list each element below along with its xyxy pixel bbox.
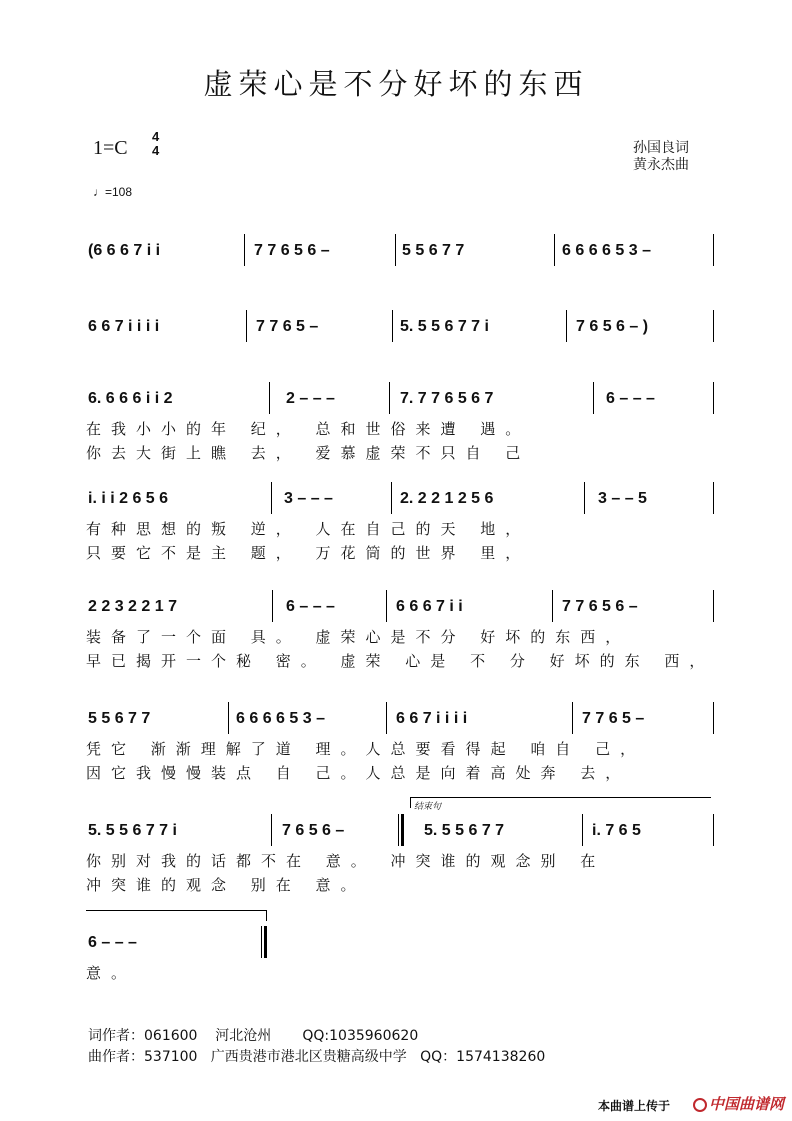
measure: 5. 5 5 6 7 7 — [424, 822, 505, 839]
barline — [713, 702, 714, 734]
barline — [244, 234, 245, 266]
barline — [389, 382, 390, 414]
score-system-7 — [86, 812, 716, 898]
measure: 6 6 6 6 5 3 – — [236, 710, 325, 727]
barline — [713, 234, 714, 266]
measure: 7 7 6 5 – — [582, 710, 645, 727]
lyric-line-1: 意。 — [86, 964, 137, 982]
barline — [391, 482, 392, 514]
measure: 5 5 6 7 7 — [88, 710, 151, 727]
barline — [272, 590, 273, 622]
lyric-line-1: 有种思想的叛 逆， 人在自己的天 地， — [86, 520, 531, 538]
lyric-line-2: 冲突谁的观念 别在 意。 — [86, 876, 366, 894]
measure: 2 2 3 2 2 1 7 — [88, 598, 177, 615]
measure: 7 7 6 5 6 – — [254, 242, 330, 259]
measure: 6 – – – — [88, 934, 137, 951]
barline — [713, 482, 714, 514]
score-system-4 — [86, 480, 716, 566]
score-system-5 — [86, 588, 716, 674]
site-logo[interactable] — [693, 1093, 784, 1114]
repeat-barline — [398, 814, 404, 846]
lyric-line-1: 在我小小的年 纪， 总和世俗来遭 遇。 — [86, 420, 531, 438]
score-system-2 — [86, 308, 716, 346]
measure: i. i i 2 6 5 6 — [88, 490, 169, 507]
lyric-line-2: 早已揭开一个秘 密。 虚荣 心是 不 分 好坏的东 西， — [86, 652, 715, 670]
lyric-line-1: 装备了一个面 具。 虚荣心是不分 好坏的东西， — [86, 628, 631, 646]
measure: 7 6 5 6 – — [282, 822, 345, 839]
barline — [269, 382, 270, 414]
measure: 3 – – – — [284, 490, 333, 507]
barline — [271, 482, 272, 514]
barline — [584, 482, 585, 514]
final-barline — [261, 926, 267, 958]
tempo-marking: ♩=108 — [93, 185, 133, 199]
barline — [713, 310, 714, 342]
barline — [713, 814, 714, 846]
lyricist-info: 词作者：061600 河北沧州 QQ:1035960620 — [88, 1028, 419, 1044]
measure: 5. 5 5 6 7 7 i — [400, 318, 489, 335]
lyric-line-1: 凭它 渐渐理解了道 理。人总要看得起 咱自 己， — [86, 740, 646, 758]
measure: 5. 5 5 6 7 7 i — [88, 822, 177, 839]
lyric-line-1: 你别对我的话都不在 意。 冲突谁的观念别 在 — [86, 852, 606, 870]
ending-label: 结束句 — [414, 801, 442, 811]
composer-info: 曲作者：537100 广西贵港市港北区贵糖高级中学 QQ：1574138260 — [88, 1049, 546, 1065]
key-signature: 1=C — [93, 137, 128, 159]
credits — [633, 140, 689, 174]
score-system-8 — [86, 924, 716, 986]
barline — [246, 310, 247, 342]
score-system-1 — [86, 232, 716, 270]
time-signature — [152, 130, 159, 158]
lyric-line-2: 因它我慢慢装点 自 己。人总是向着高处奔 去， — [86, 764, 631, 782]
barline — [582, 814, 583, 846]
barline — [572, 702, 573, 734]
logo-icon — [693, 1098, 707, 1112]
barline — [554, 234, 555, 266]
score-system-6 — [86, 700, 716, 786]
barline — [386, 590, 387, 622]
measure: (6 6 6 7 i i — [88, 242, 161, 259]
barline — [566, 310, 567, 342]
final-ending-bracket — [86, 910, 267, 921]
barline — [593, 382, 594, 414]
measure: 6 6 7 i i i i — [88, 318, 160, 335]
measure: 6 6 7 i i i i — [396, 710, 468, 727]
measure: 7 7 6 5 6 – — [562, 598, 638, 615]
upload-note: 本曲谱上传于 — [598, 1099, 671, 1113]
time-signature-top: 4 — [152, 129, 160, 144]
composer-credit: 黄永杰曲 — [633, 157, 689, 173]
barline — [228, 702, 229, 734]
site-name: 中国曲谱网 — [709, 1095, 785, 1113]
ending-bracket — [410, 797, 711, 808]
barline — [713, 590, 714, 622]
barline — [552, 590, 553, 622]
measure: 5 5 6 7 7 — [402, 242, 465, 259]
measure: 2 – – – — [286, 390, 335, 407]
lyricist-credit: 孙国良词 — [633, 140, 689, 156]
measure: 7 7 6 5 – — [256, 318, 319, 335]
barline — [392, 310, 393, 342]
lyric-line-2: 只要它不是主 题， 万花筒的世界 里， — [86, 544, 531, 562]
measure: 2. 2 2 1 2 5 6 — [400, 490, 494, 507]
measure: 6. 6 6 6 i i 2 — [88, 390, 173, 407]
score-system-3 — [86, 380, 716, 466]
barline — [395, 234, 396, 266]
barline — [713, 382, 714, 414]
lyric-line-2: 你去大街上瞧 去， 爱慕虚荣不只自 己 — [86, 444, 531, 462]
measure: 6 – – – — [606, 390, 655, 407]
measure: 3 – – 5 — [598, 490, 647, 507]
barline — [271, 814, 272, 846]
measure: 7. 7 7 6 5 6 7 — [400, 390, 494, 407]
measure: 6 6 6 7 i i — [396, 598, 463, 615]
time-signature-bottom: 4 — [152, 143, 160, 158]
measure: 6 – – – — [286, 598, 335, 615]
measure: 7 6 5 6 – ) — [576, 318, 649, 335]
measure: i. 7 6 5 — [592, 822, 641, 839]
measure: 6 6 6 6 5 3 – — [562, 242, 651, 259]
page-title: 虚荣心是不分好坏的东西 — [203, 67, 589, 101]
barline — [386, 702, 387, 734]
